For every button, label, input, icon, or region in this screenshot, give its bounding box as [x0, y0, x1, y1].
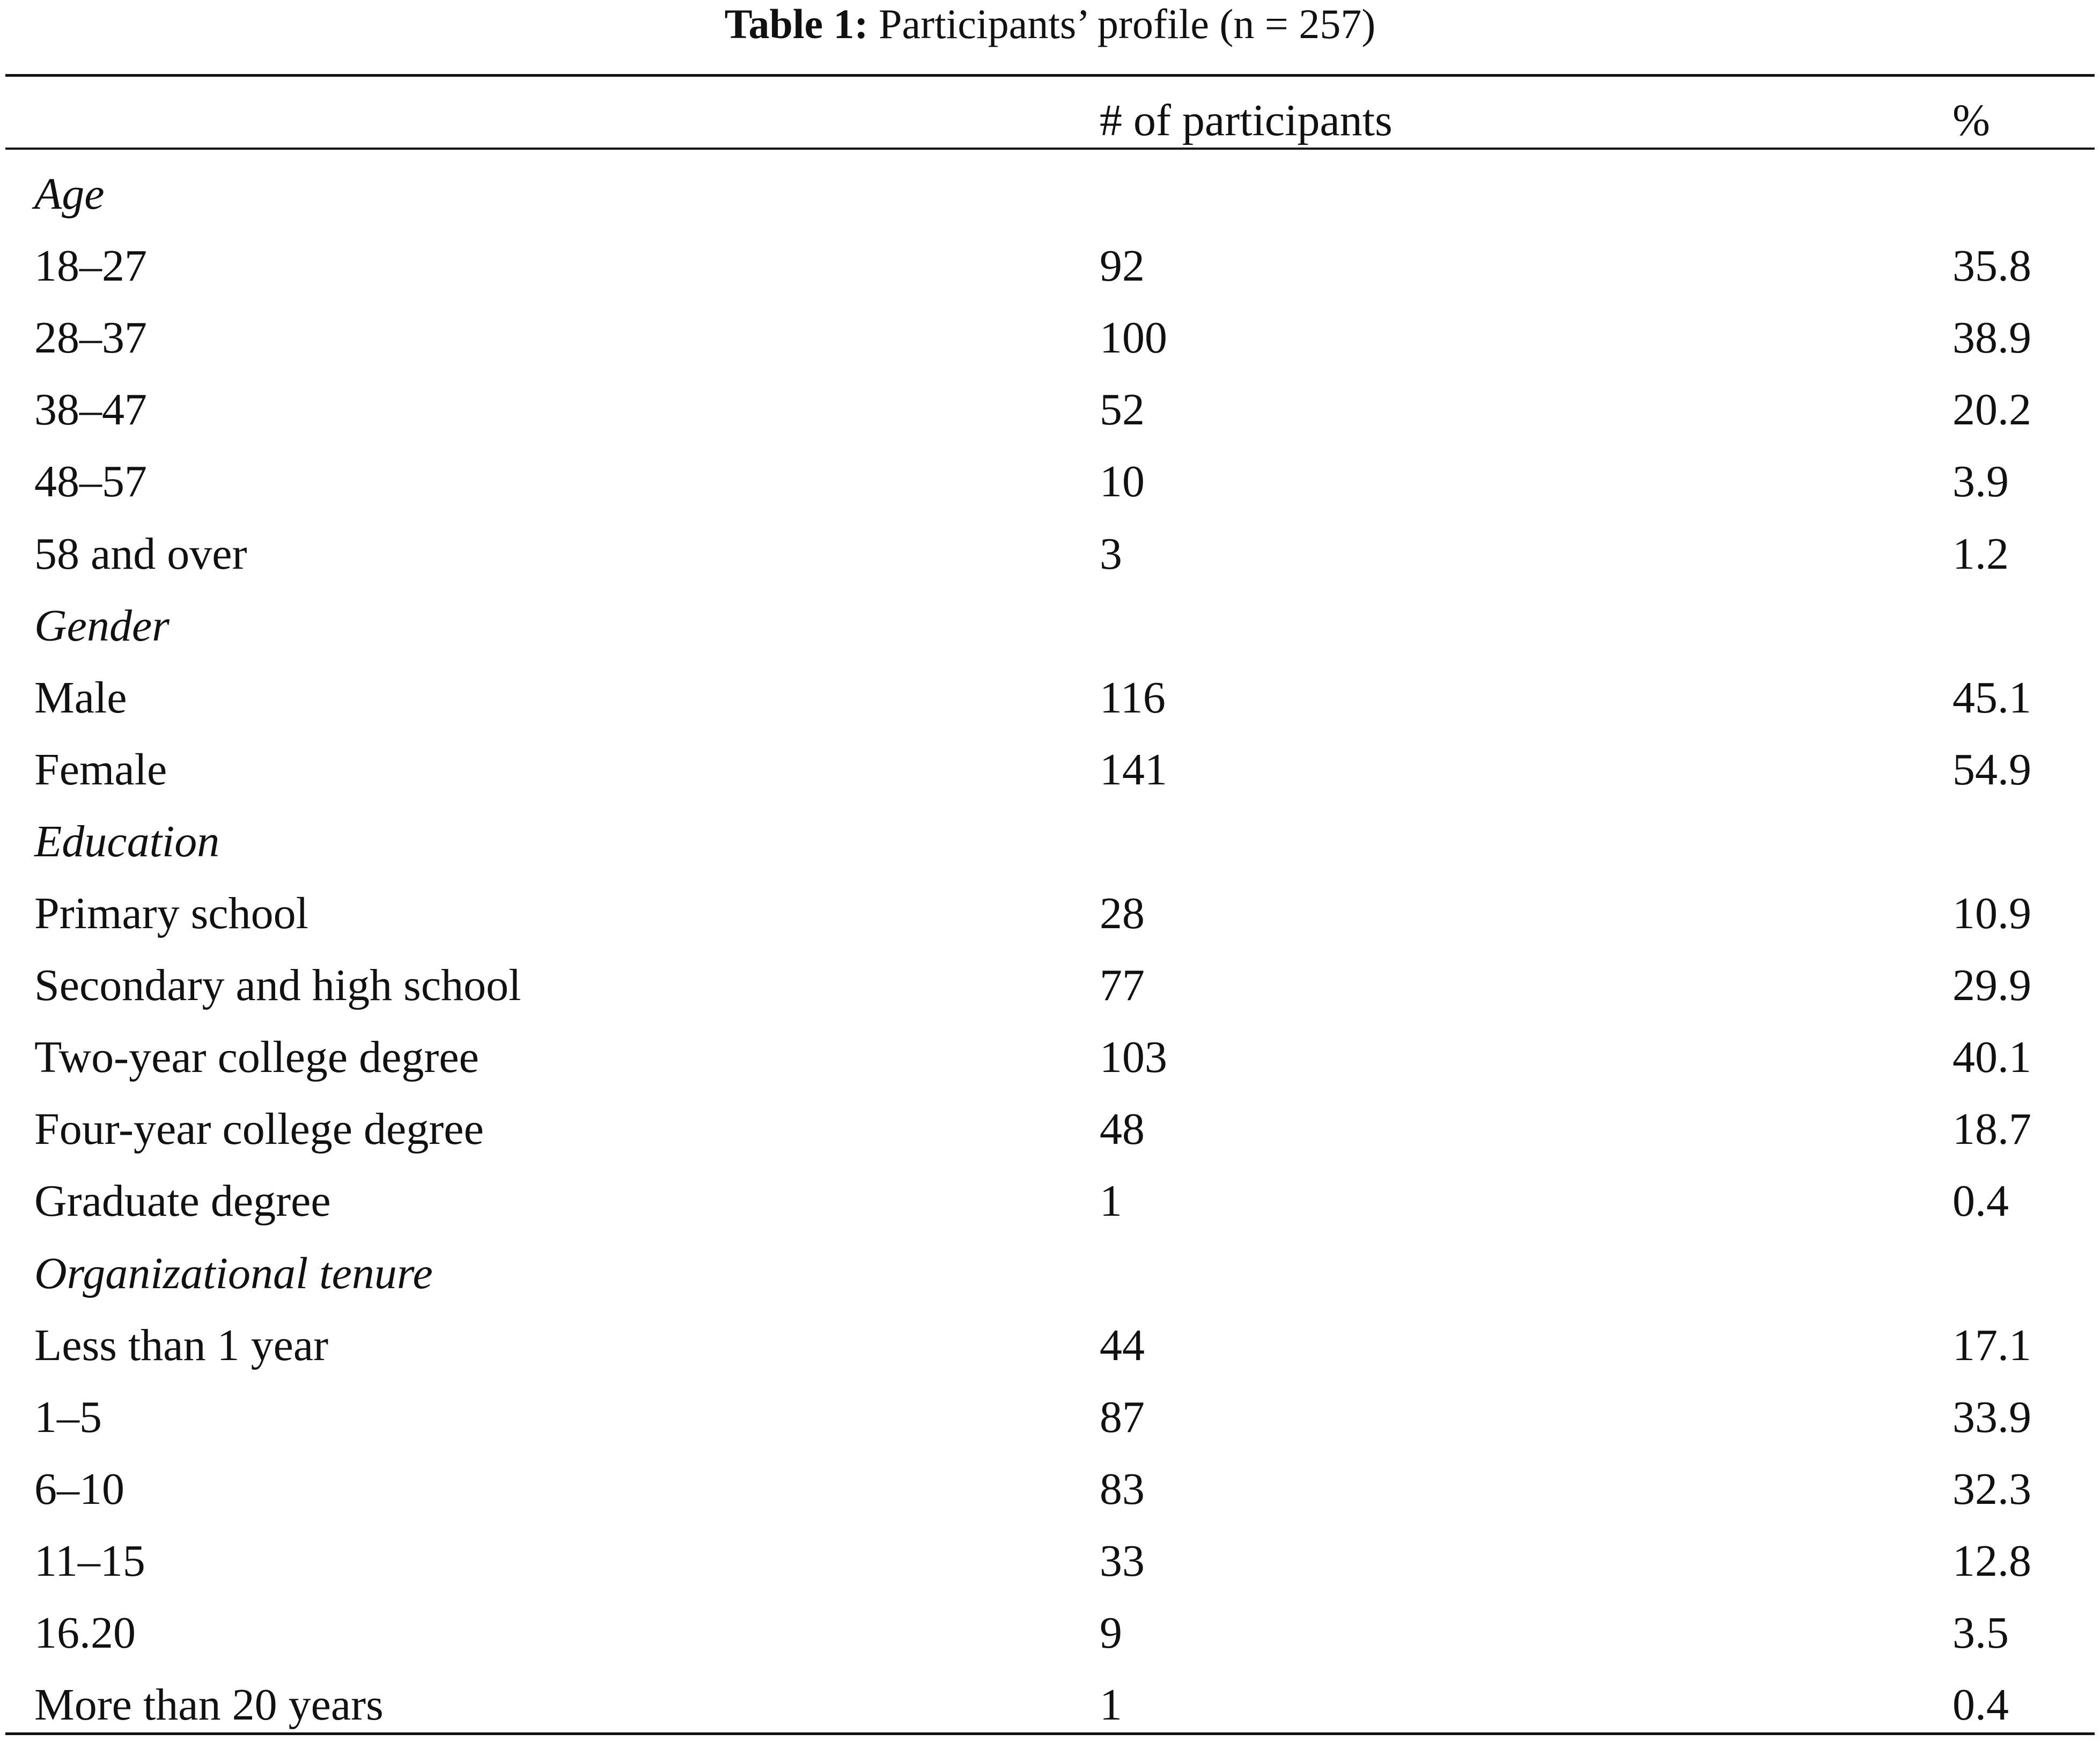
- row-percent: 40.1: [1952, 1032, 2031, 1082]
- section-heading-row: [0, 590, 2100, 662]
- section-heading-row: [0, 158, 2100, 230]
- table-row: [0, 374, 2100, 446]
- row-count: 33: [1100, 1536, 1145, 1586]
- row-percent: 20.2: [1952, 385, 2031, 435]
- row-count: 9: [1100, 1608, 1122, 1658]
- row-count: 28: [1100, 888, 1145, 938]
- row-label: 58 and over: [34, 529, 247, 579]
- table-row: [0, 1382, 2100, 1453]
- table-row: [0, 1022, 2100, 1093]
- row-label: Secondary and high school: [34, 960, 521, 1010]
- table-row: [0, 1453, 2100, 1525]
- row-count: 103: [1100, 1032, 1167, 1082]
- row-count: 100: [1100, 313, 1167, 363]
- row-label: Education: [34, 817, 220, 866]
- row-label: Age: [34, 169, 105, 219]
- row-percent: 45.1: [1952, 673, 2031, 723]
- header-count: # of participants: [1100, 96, 1392, 145]
- row-label: 28–37: [34, 313, 147, 363]
- row-label: Female: [34, 745, 167, 795]
- row-percent: 18.7: [1952, 1104, 2031, 1154]
- row-label: Four-year college degree: [34, 1104, 484, 1154]
- row-count: 87: [1100, 1392, 1145, 1442]
- row-label: 1–5: [34, 1392, 102, 1442]
- row-count: 1: [1100, 1176, 1122, 1226]
- row-count: 44: [1100, 1320, 1145, 1370]
- row-percent: 0.4: [1952, 1680, 2009, 1730]
- section-heading-row: [0, 806, 2100, 878]
- table-row: [0, 446, 2100, 518]
- table-caption-label: Table 1:: [724, 1, 868, 47]
- row-count: 1: [1100, 1680, 1122, 1730]
- table-row: [0, 950, 2100, 1022]
- header-percent: %: [1952, 96, 1990, 145]
- table-row: [0, 1597, 2100, 1669]
- section-heading-row: [0, 1238, 2100, 1310]
- row-percent: 3.9: [1952, 457, 2009, 506]
- table-caption-title: Participants’ profile (n = 257): [879, 1, 1376, 47]
- row-percent: 32.3: [1952, 1464, 2031, 1514]
- row-label: Less than 1 year: [34, 1320, 329, 1370]
- table-bottom-rule: [5, 1732, 2095, 1735]
- table-row: [0, 1669, 2100, 1741]
- row-percent: 35.8: [1952, 241, 2031, 291]
- table-row: [0, 1525, 2100, 1597]
- table-row: [0, 302, 2100, 374]
- row-percent: 38.9: [1952, 313, 2031, 363]
- row-label: Male: [34, 673, 127, 723]
- row-percent: 54.9: [1952, 745, 2031, 795]
- row-percent: 33.9: [1952, 1392, 2031, 1442]
- row-count: 10: [1100, 457, 1145, 506]
- row-label: 11–15: [34, 1536, 145, 1586]
- row-count: 116: [1100, 673, 1166, 723]
- row-count: 83: [1100, 1464, 1145, 1514]
- table-header-row: [0, 85, 2100, 157]
- row-label: Primary school: [34, 888, 308, 938]
- row-label: 16.20: [34, 1608, 136, 1658]
- table-top-rule: [5, 74, 2095, 77]
- row-percent: 17.1: [1952, 1320, 2031, 1370]
- table-row: [0, 518, 2100, 590]
- row-percent: 29.9: [1952, 960, 2031, 1010]
- row-percent: 12.8: [1952, 1536, 2031, 1586]
- table-row: [0, 230, 2100, 302]
- table-row: [0, 1310, 2100, 1382]
- row-label: 18–27: [34, 241, 147, 291]
- row-count: 141: [1100, 745, 1167, 795]
- table-caption: [0, 0, 2100, 48]
- row-count: 3: [1100, 529, 1122, 579]
- row-count: 48: [1100, 1104, 1145, 1154]
- table-row: [0, 1093, 2100, 1165]
- row-label: Two-year college degree: [34, 1032, 479, 1082]
- row-label: 48–57: [34, 457, 147, 506]
- table-row: [0, 1165, 2100, 1237]
- table-row: [0, 734, 2100, 806]
- row-percent: 10.9: [1952, 888, 2031, 938]
- row-label: Graduate degree: [34, 1176, 331, 1226]
- row-percent: 1.2: [1952, 529, 2009, 579]
- row-count: 77: [1100, 960, 1145, 1010]
- row-count: 52: [1100, 385, 1145, 435]
- row-label: Gender: [34, 601, 170, 651]
- row-label: Organizational tenure: [34, 1248, 433, 1298]
- table-header-rule: [5, 148, 2095, 150]
- table-row: [0, 662, 2100, 734]
- row-label: More than 20 years: [34, 1680, 384, 1730]
- table-row: [0, 878, 2100, 950]
- row-percent: 0.4: [1952, 1176, 2009, 1226]
- row-label: 6–10: [34, 1464, 124, 1514]
- row-percent: 3.5: [1952, 1608, 2009, 1658]
- row-count: 92: [1100, 241, 1145, 291]
- row-label: 38–47: [34, 385, 147, 435]
